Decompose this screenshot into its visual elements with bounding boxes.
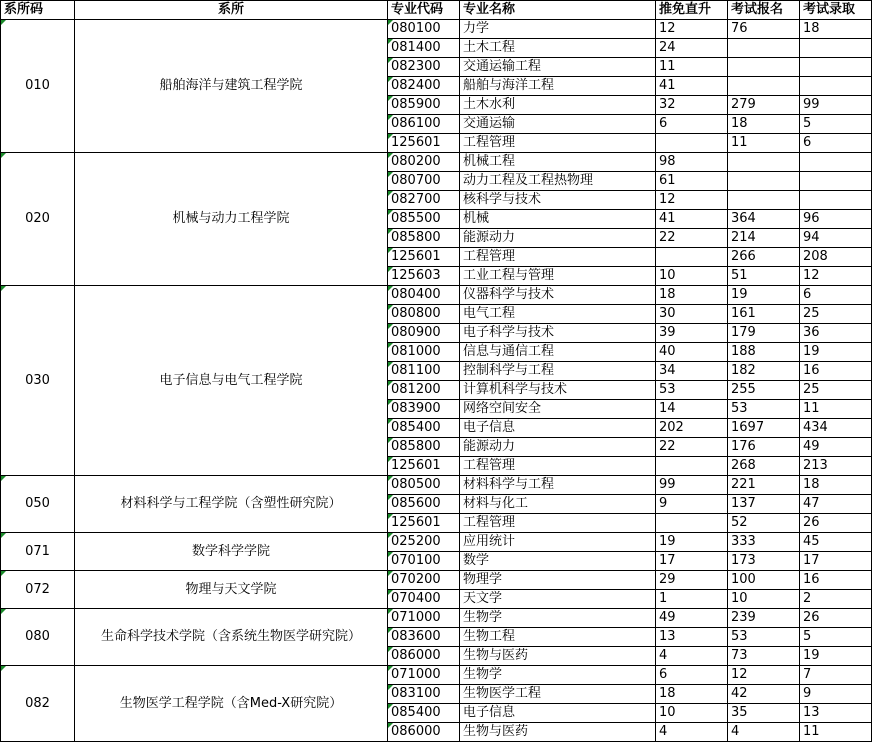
major-name-cell[interactable]: 电气工程 — [460, 305, 656, 324]
dept-name-cell[interactable]: 机械与动力工程学院 — [75, 153, 388, 286]
header-row — [1, 1, 872, 20]
tuimian-cell[interactable]: 1 — [656, 590, 728, 609]
tuimian-cell[interactable]: 10 — [656, 267, 728, 286]
baoming-cell[interactable]: 179 — [728, 324, 800, 343]
luqu-cell[interactable]: 213 — [800, 457, 872, 476]
tuimian-cell[interactable]: 99 — [656, 476, 728, 495]
dept-code-cell[interactable]: 072 — [1, 571, 75, 609]
luqu-cell[interactable]: 49 — [800, 438, 872, 457]
dept-code-cell[interactable]: 050 — [1, 476, 75, 533]
luqu-cell[interactable]: 45 — [800, 533, 872, 552]
major-code-cell[interactable]: 071000 — [388, 666, 460, 685]
luqu-cell[interactable]: 5 — [800, 628, 872, 647]
major-name-cell[interactable]: 土木水利 — [460, 96, 656, 115]
major-code-cell[interactable]: 070100 — [388, 552, 460, 571]
dept-name-cell[interactable]: 生命科学技术学院（含系统生物医学研究院） — [75, 609, 388, 666]
dept-name-cell[interactable]: 船舶海洋与建筑工程学院 — [75, 20, 388, 153]
luqu-cell[interactable]: 6 — [800, 286, 872, 305]
major-code-cell[interactable]: 086100 — [388, 115, 460, 134]
luqu-cell[interactable]: 6 — [800, 134, 872, 153]
major-code-cell[interactable]: 080900 — [388, 324, 460, 343]
baoming-cell[interactable]: 12 — [728, 666, 800, 685]
table-row — [1, 153, 872, 172]
luqu-cell[interactable]: 208 — [800, 248, 872, 267]
tuimian-cell[interactable] — [656, 134, 728, 153]
tuimian-cell[interactable]: 10 — [656, 704, 728, 723]
dept-code-cell[interactable]: 082 — [1, 666, 75, 742]
luqu-cell[interactable] — [800, 153, 872, 172]
major-name-cell[interactable]: 动力工程及工程热物理 — [460, 172, 656, 191]
major-name-cell[interactable]: 生物与医药 — [460, 723, 656, 742]
major-code-cell[interactable]: 083100 — [388, 685, 460, 704]
baoming-cell[interactable]: 182 — [728, 362, 800, 381]
dept-name-cell[interactable]: 生物医学工程学院（含Med-X研究院） — [75, 666, 388, 742]
major-name-cell[interactable]: 工程管理 — [460, 134, 656, 153]
baoming-cell[interactable] — [728, 39, 800, 58]
major-code-cell[interactable]: 085400 — [388, 419, 460, 438]
table-row — [1, 533, 872, 552]
tuimian-cell[interactable]: 14 — [656, 400, 728, 419]
baoming-cell[interactable]: 53 — [728, 628, 800, 647]
major-code-cell[interactable]: 085900 — [388, 96, 460, 115]
baoming-cell[interactable]: 18 — [728, 115, 800, 134]
major-code-cell[interactable]: 080500 — [388, 476, 460, 495]
luqu-cell[interactable]: 11 — [800, 400, 872, 419]
luqu-cell[interactable]: 2 — [800, 590, 872, 609]
tuimian-cell[interactable] — [656, 457, 728, 476]
luqu-cell[interactable]: 434 — [800, 419, 872, 438]
major-name-cell[interactable]: 仪器科学与技术 — [460, 286, 656, 305]
tuimian-cell[interactable]: 202 — [656, 419, 728, 438]
baoming-cell[interactable]: 11 — [728, 134, 800, 153]
header-major-name[interactable]: 专业名称 — [460, 1, 656, 20]
major-code-cell[interactable]: 085600 — [388, 495, 460, 514]
dept-code-cell[interactable]: 030 — [1, 286, 75, 476]
major-code-cell[interactable]: 025200 — [388, 533, 460, 552]
tuimian-cell[interactable]: 34 — [656, 362, 728, 381]
luqu-cell[interactable]: 47 — [800, 495, 872, 514]
major-name-cell[interactable]: 应用统计 — [460, 533, 656, 552]
tuimian-cell[interactable]: 18 — [656, 286, 728, 305]
tuimian-cell[interactable]: 17 — [656, 552, 728, 571]
major-code-cell[interactable]: 125601 — [388, 248, 460, 267]
major-code-cell[interactable]: 081400 — [388, 39, 460, 58]
major-code-cell[interactable]: 071000 — [388, 609, 460, 628]
tuimian-cell[interactable]: 24 — [656, 39, 728, 58]
major-name-cell[interactable]: 物理学 — [460, 571, 656, 590]
major-code-cell[interactable]: 086000 — [388, 723, 460, 742]
table-row — [1, 476, 872, 495]
baoming-cell[interactable]: 176 — [728, 438, 800, 457]
major-code-cell[interactable]: 086000 — [388, 647, 460, 666]
baoming-cell[interactable]: 52 — [728, 514, 800, 533]
major-name-cell[interactable]: 天文学 — [460, 590, 656, 609]
baoming-cell[interactable]: 364 — [728, 210, 800, 229]
tuimian-cell[interactable]: 61 — [656, 172, 728, 191]
baoming-cell[interactable]: 1697 — [728, 419, 800, 438]
baoming-cell[interactable]: 221 — [728, 476, 800, 495]
major-name-cell[interactable]: 网络空间安全 — [460, 400, 656, 419]
luqu-cell[interactable]: 25 — [800, 305, 872, 324]
tuimian-cell[interactable]: 49 — [656, 609, 728, 628]
major-code-cell[interactable]: 081000 — [388, 343, 460, 362]
tuimian-cell[interactable]: 98 — [656, 153, 728, 172]
dept-name-cell[interactable]: 材料科学与工程学院（含塑性研究院） — [75, 476, 388, 533]
baoming-cell[interactable]: 188 — [728, 343, 800, 362]
luqu-cell[interactable]: 94 — [800, 229, 872, 248]
major-code-cell[interactable]: 082300 — [388, 58, 460, 77]
baoming-cell[interactable]: 279 — [728, 96, 800, 115]
major-name-cell[interactable]: 生物医学工程 — [460, 685, 656, 704]
tuimian-cell[interactable]: 39 — [656, 324, 728, 343]
major-code-cell[interactable]: 080200 — [388, 153, 460, 172]
major-name-cell[interactable]: 工程管理 — [460, 457, 656, 476]
tuimian-cell[interactable]: 22 — [656, 438, 728, 457]
table-row — [1, 571, 872, 590]
header-dept-name[interactable]: 系所 — [75, 1, 388, 20]
major-name-cell[interactable]: 生物学 — [460, 609, 656, 628]
tuimian-cell[interactable]: 53 — [656, 381, 728, 400]
baoming-cell[interactable] — [728, 191, 800, 210]
tuimian-cell[interactable]: 19 — [656, 533, 728, 552]
baoming-cell[interactable]: 4 — [728, 723, 800, 742]
luqu-cell[interactable]: 12 — [800, 267, 872, 286]
major-name-cell[interactable]: 交通运输 — [460, 115, 656, 134]
luqu-cell[interactable]: 99 — [800, 96, 872, 115]
table-row — [1, 286, 872, 305]
major-code-cell[interactable]: 085400 — [388, 704, 460, 723]
baoming-cell[interactable] — [728, 153, 800, 172]
major-name-cell[interactable]: 工程管理 — [460, 248, 656, 267]
major-name-cell[interactable]: 材料与化工 — [460, 495, 656, 514]
luqu-cell[interactable]: 13 — [800, 704, 872, 723]
major-name-cell[interactable]: 土木工程 — [460, 39, 656, 58]
tuimian-cell[interactable]: 22 — [656, 229, 728, 248]
tuimian-cell[interactable]: 40 — [656, 343, 728, 362]
baoming-cell[interactable]: 255 — [728, 381, 800, 400]
baoming-cell[interactable]: 73 — [728, 647, 800, 666]
major-code-cell[interactable]: 125601 — [388, 514, 460, 533]
major-name-cell[interactable]: 工程管理 — [460, 514, 656, 533]
header-major-code[interactable]: 专业代码 — [388, 1, 460, 20]
tuimian-cell[interactable]: 18 — [656, 685, 728, 704]
tuimian-cell[interactable]: 12 — [656, 20, 728, 39]
major-code-cell[interactable]: 081100 — [388, 362, 460, 381]
major-code-cell[interactable]: 125601 — [388, 457, 460, 476]
major-name-cell[interactable]: 电子信息 — [460, 704, 656, 723]
major-code-cell[interactable]: 085500 — [388, 210, 460, 229]
baoming-cell[interactable]: 266 — [728, 248, 800, 267]
baoming-cell[interactable]: 19 — [728, 286, 800, 305]
tuimian-cell[interactable]: 30 — [656, 305, 728, 324]
header-tuimian[interactable]: 推免直升 — [656, 1, 728, 20]
dept-code-cell[interactable]: 071 — [1, 533, 75, 571]
baoming-cell[interactable]: 173 — [728, 552, 800, 571]
luqu-cell[interactable]: 26 — [800, 609, 872, 628]
major-name-cell[interactable]: 能源动力 — [460, 229, 656, 248]
tuimian-cell[interactable]: 4 — [656, 647, 728, 666]
dept-code-cell[interactable]: 020 — [1, 153, 75, 286]
baoming-cell[interactable]: 239 — [728, 609, 800, 628]
table-row — [1, 609, 872, 628]
major-code-cell[interactable]: 080800 — [388, 305, 460, 324]
major-name-cell[interactable]: 生物工程 — [460, 628, 656, 647]
major-name-cell[interactable]: 电子信息 — [460, 419, 656, 438]
major-name-cell[interactable]: 工业工程与管理 — [460, 267, 656, 286]
luqu-cell[interactable] — [800, 58, 872, 77]
tuimian-cell[interactable]: 4 — [656, 723, 728, 742]
table-body — [1, 20, 872, 742]
major-name-cell[interactable]: 数学 — [460, 552, 656, 571]
luqu-cell[interactable]: 17 — [800, 552, 872, 571]
dept-code-cell[interactable]: 010 — [1, 20, 75, 153]
major-name-cell[interactable]: 电子科学与技术 — [460, 324, 656, 343]
luqu-cell[interactable]: 25 — [800, 381, 872, 400]
major-code-cell[interactable]: 085800 — [388, 229, 460, 248]
major-code-cell[interactable]: 070400 — [388, 590, 460, 609]
tuimian-cell[interactable]: 41 — [656, 77, 728, 96]
luqu-cell[interactable]: 16 — [800, 571, 872, 590]
table-row — [1, 20, 872, 39]
tuimian-cell[interactable]: 41 — [656, 210, 728, 229]
major-code-cell[interactable]: 125603 — [388, 267, 460, 286]
major-name-cell[interactable]: 计算机科学与技术 — [460, 381, 656, 400]
major-name-cell[interactable]: 力学 — [460, 20, 656, 39]
baoming-cell[interactable] — [728, 58, 800, 77]
major-code-cell[interactable]: 125601 — [388, 134, 460, 153]
baoming-cell[interactable]: 35 — [728, 704, 800, 723]
luqu-cell[interactable]: 26 — [800, 514, 872, 533]
baoming-cell[interactable]: 100 — [728, 571, 800, 590]
table-row — [1, 666, 872, 685]
major-code-cell[interactable]: 081200 — [388, 381, 460, 400]
luqu-cell[interactable]: 9 — [800, 685, 872, 704]
luqu-cell[interactable] — [800, 39, 872, 58]
tuimian-cell[interactable]: 13 — [656, 628, 728, 647]
dept-name-cell[interactable]: 物理与天文学院 — [75, 571, 388, 609]
dept-name-cell[interactable]: 电子信息与电气工程学院 — [75, 286, 388, 476]
major-code-cell[interactable]: 083600 — [388, 628, 460, 647]
luqu-cell[interactable]: 19 — [800, 343, 872, 362]
baoming-cell[interactable]: 161 — [728, 305, 800, 324]
major-name-cell[interactable]: 核科学与技术 — [460, 191, 656, 210]
major-code-cell[interactable]: 082400 — [388, 77, 460, 96]
baoming-cell[interactable]: 137 — [728, 495, 800, 514]
baoming-cell[interactable]: 268 — [728, 457, 800, 476]
header-luqu[interactable]: 考试录取 — [800, 1, 872, 20]
major-name-cell[interactable]: 材料科学与工程 — [460, 476, 656, 495]
major-code-cell[interactable]: 080100 — [388, 20, 460, 39]
luqu-cell[interactable] — [800, 191, 872, 210]
luqu-cell[interactable] — [800, 172, 872, 191]
luqu-cell[interactable]: 36 — [800, 324, 872, 343]
major-name-cell[interactable]: 船舶与海洋工程 — [460, 77, 656, 96]
major-code-cell[interactable]: 085800 — [388, 438, 460, 457]
major-name-cell[interactable]: 生物与医药 — [460, 647, 656, 666]
luqu-cell[interactable]: 5 — [800, 115, 872, 134]
tuimian-cell[interactable]: 11 — [656, 58, 728, 77]
luqu-cell[interactable]: 96 — [800, 210, 872, 229]
tuimian-cell[interactable] — [656, 514, 728, 533]
luqu-cell[interactable] — [800, 77, 872, 96]
luqu-cell[interactable]: 16 — [800, 362, 872, 381]
major-name-cell[interactable]: 控制科学与工程 — [460, 362, 656, 381]
baoming-cell[interactable]: 53 — [728, 400, 800, 419]
major-name-cell[interactable]: 机械 — [460, 210, 656, 229]
major-name-cell[interactable]: 信息与通信工程 — [460, 343, 656, 362]
baoming-cell[interactable] — [728, 77, 800, 96]
major-code-cell[interactable]: 083900 — [388, 400, 460, 419]
tuimian-cell[interactable]: 6 — [656, 666, 728, 685]
luqu-cell[interactable]: 11 — [800, 723, 872, 742]
major-code-cell[interactable]: 070200 — [388, 571, 460, 590]
tuimian-cell[interactable]: 29 — [656, 571, 728, 590]
baoming-cell[interactable]: 42 — [728, 685, 800, 704]
luqu-cell[interactable]: 19 — [800, 647, 872, 666]
baoming-cell[interactable]: 10 — [728, 590, 800, 609]
baoming-cell[interactable] — [728, 172, 800, 191]
baoming-cell[interactable]: 76 — [728, 20, 800, 39]
major-name-cell[interactable]: 生物学 — [460, 666, 656, 685]
luqu-cell[interactable]: 18 — [800, 476, 872, 495]
tuimian-cell[interactable]: 6 — [656, 115, 728, 134]
baoming-cell[interactable]: 51 — [728, 267, 800, 286]
header-baoming[interactable]: 考试报名 — [728, 1, 800, 20]
luqu-cell[interactable]: 7 — [800, 666, 872, 685]
header-dept-code[interactable]: 系所码 — [1, 1, 75, 20]
major-name-cell[interactable]: 能源动力 — [460, 438, 656, 457]
major-code-cell[interactable]: 080700 — [388, 172, 460, 191]
major-name-cell[interactable]: 机械工程 — [460, 153, 656, 172]
tuimian-cell[interactable] — [656, 248, 728, 267]
major-name-cell[interactable]: 交通运输工程 — [460, 58, 656, 77]
baoming-cell[interactable]: 333 — [728, 533, 800, 552]
dept-name-cell[interactable]: 数学科学学院 — [75, 533, 388, 571]
tuimian-cell[interactable]: 32 — [656, 96, 728, 115]
tuimian-cell[interactable]: 12 — [656, 191, 728, 210]
major-code-cell[interactable]: 080400 — [388, 286, 460, 305]
dept-code-cell[interactable]: 080 — [1, 609, 75, 666]
tuimian-cell[interactable]: 9 — [656, 495, 728, 514]
major-code-cell[interactable]: 082700 — [388, 191, 460, 210]
baoming-cell[interactable]: 214 — [728, 229, 800, 248]
luqu-cell[interactable]: 18 — [800, 20, 872, 39]
